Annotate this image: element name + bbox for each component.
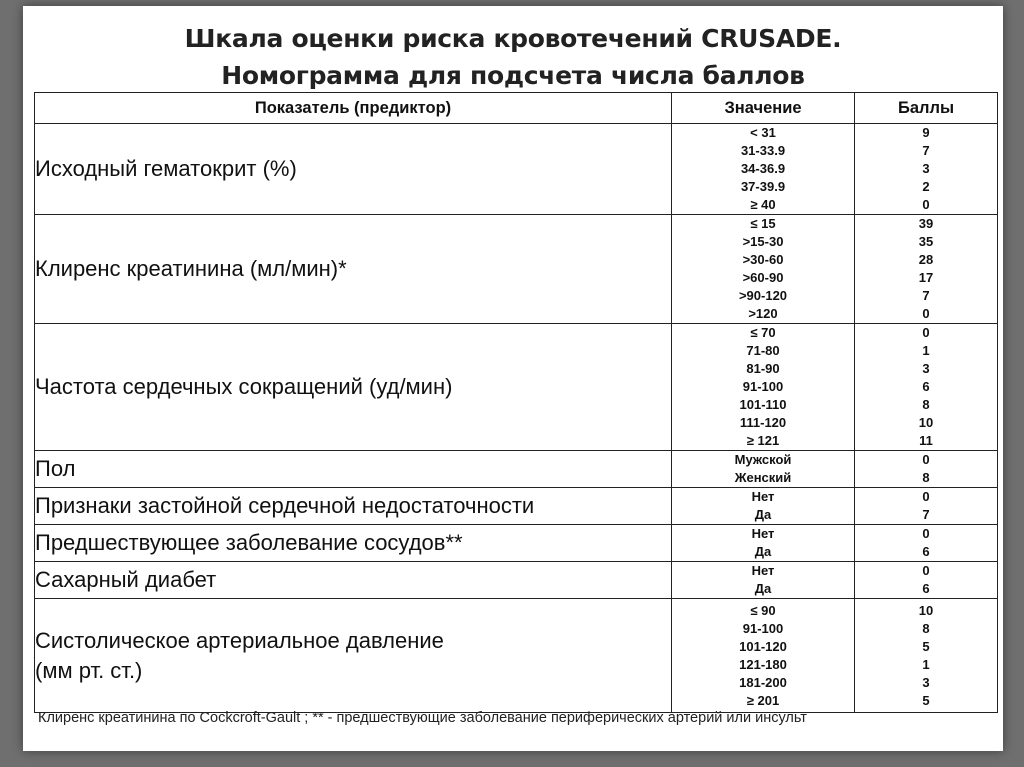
points-item: 6 (922, 581, 930, 596)
points-item: 0 (922, 489, 930, 504)
footnote: Клиренс креатинина по Cockcroft-Gault ; ** - предшествующие заболевание периферических артерий или инсульт (38, 710, 807, 726)
predictor-label: Сахарный диабет (35, 567, 217, 592)
value-item: Да (754, 507, 772, 522)
header-predictor: Показатель (предиктор) (35, 93, 672, 124)
points-cell (855, 124, 998, 215)
predictor-name (35, 562, 672, 599)
predictor-name (35, 525, 672, 562)
value-item: >90-120 (738, 288, 788, 303)
predictor-name (35, 451, 672, 488)
table-row (35, 488, 998, 525)
value-item: ≥ 121 (746, 433, 780, 448)
predictor-label-line2: (мм рт. ст.) (35, 657, 143, 683)
points-item: 5 (922, 692, 930, 708)
value-item: Мужской (734, 452, 792, 467)
header-value: Значение (672, 93, 855, 124)
value-item: Нет (751, 489, 775, 504)
points-item: 10 (918, 602, 934, 618)
value-item: 101-120 (739, 638, 787, 654)
value-item: >30-60 (742, 252, 784, 267)
table-row (35, 599, 998, 713)
crusade-table (34, 92, 998, 713)
predictor-label: Клиренс креатинина (мл/мин)* (35, 256, 347, 281)
value-item: ≤ 15 (750, 216, 776, 231)
points-item: 0 (922, 325, 930, 340)
value-cell (672, 451, 855, 488)
value-item: >120 (748, 306, 778, 321)
points-item: 39 (918, 216, 934, 231)
value-item: ≤ 90 (750, 602, 776, 618)
points-item: 8 (922, 620, 930, 636)
predictor-name (35, 324, 672, 451)
value-item: Нет (751, 563, 775, 578)
points-cell (855, 599, 998, 713)
points-cell (855, 324, 998, 451)
header-points: Баллы (855, 93, 998, 124)
table-row (35, 124, 998, 215)
slide-subtitle: Номограмма для подсчета числа баллов (221, 61, 805, 90)
points-item: 3 (922, 674, 930, 690)
points-item: 1 (922, 656, 930, 672)
value-item: Нет (751, 526, 775, 541)
table-row (35, 451, 998, 488)
points-item: 28 (918, 252, 934, 267)
table-header-row (35, 93, 998, 124)
points-item: 6 (922, 379, 930, 394)
slide (23, 6, 1003, 751)
value-item: 81-90 (746, 361, 780, 376)
points-item: 8 (922, 397, 930, 412)
value-cell (672, 525, 855, 562)
value-cell (672, 124, 855, 215)
predictor-label: Исходный гематокрит (%) (35, 156, 297, 181)
points-item: 7 (922, 507, 930, 522)
points-item: 3 (922, 361, 930, 376)
predictor-name (35, 215, 672, 324)
points-item: 17 (918, 270, 934, 285)
value-cell (672, 599, 855, 713)
points-item: 7 (922, 143, 930, 158)
table-row (35, 215, 998, 324)
predictor-label: Пол (35, 456, 76, 481)
value-item: 101-110 (739, 397, 787, 412)
value-cell (672, 562, 855, 599)
value-item: 34-36.9 (740, 161, 786, 176)
points-item: 0 (922, 563, 930, 578)
points-item: 2 (922, 179, 930, 194)
predictor-label: Признаки застойной сердечной недостаточности (35, 493, 535, 518)
value-item: 91-100 (742, 379, 784, 394)
value-item: 181-200 (739, 674, 787, 690)
points-item: 0 (922, 452, 930, 467)
points-item: 0 (922, 197, 930, 212)
value-item: >60-90 (742, 270, 784, 285)
table-row (35, 324, 998, 451)
value-cell (672, 488, 855, 525)
points-item: 11 (919, 433, 933, 448)
predictor-label: Систолическое артериальное давление (35, 627, 444, 653)
points-item: 35 (918, 234, 934, 249)
slide-title: Шкала оценки риска кровотечений CRUSADE. (184, 24, 842, 53)
value-item: < 31 (750, 125, 776, 140)
points-cell (855, 562, 998, 599)
points-item: 8 (922, 470, 930, 485)
predictor-label: Предшествующее заболевание сосудов** (35, 530, 463, 555)
value-item: 37-39.9 (740, 179, 786, 194)
points-item: 10 (918, 415, 934, 430)
value-item: 121-180 (739, 656, 787, 672)
value-item: Женский (734, 470, 792, 485)
points-cell (855, 525, 998, 562)
points-item: 5 (922, 638, 930, 654)
table-row (35, 562, 998, 599)
points-cell (855, 215, 998, 324)
predictor-label: Частота сердечных сокращений (уд/мин) (35, 374, 453, 399)
value-cell (672, 215, 855, 324)
predictor-name (35, 488, 672, 525)
value-item: 91-100 (742, 620, 784, 636)
points-item: 0 (922, 306, 930, 321)
points-item: 9 (922, 125, 930, 140)
points-item: 1 (922, 343, 930, 358)
value-item: Да (754, 581, 772, 596)
points-cell (855, 488, 998, 525)
value-item: ≤ 70 (750, 325, 776, 340)
predictor-name (35, 124, 672, 215)
value-item: ≥ 40 (750, 197, 776, 212)
value-item: 71-80 (746, 343, 780, 358)
points-item: 3 (922, 161, 930, 176)
value-cell (672, 324, 855, 451)
points-cell (855, 451, 998, 488)
value-item: ≥ 201 (746, 692, 780, 708)
predictor-name (35, 599, 672, 713)
value-item: >15-30 (742, 234, 784, 249)
value-item: Да (754, 544, 772, 559)
points-item: 0 (922, 526, 930, 541)
value-item: 111-120 (739, 415, 787, 430)
value-item: 31-33.9 (740, 143, 786, 158)
points-item: 6 (922, 544, 930, 559)
table-row (35, 525, 998, 562)
points-item: 7 (922, 288, 930, 303)
